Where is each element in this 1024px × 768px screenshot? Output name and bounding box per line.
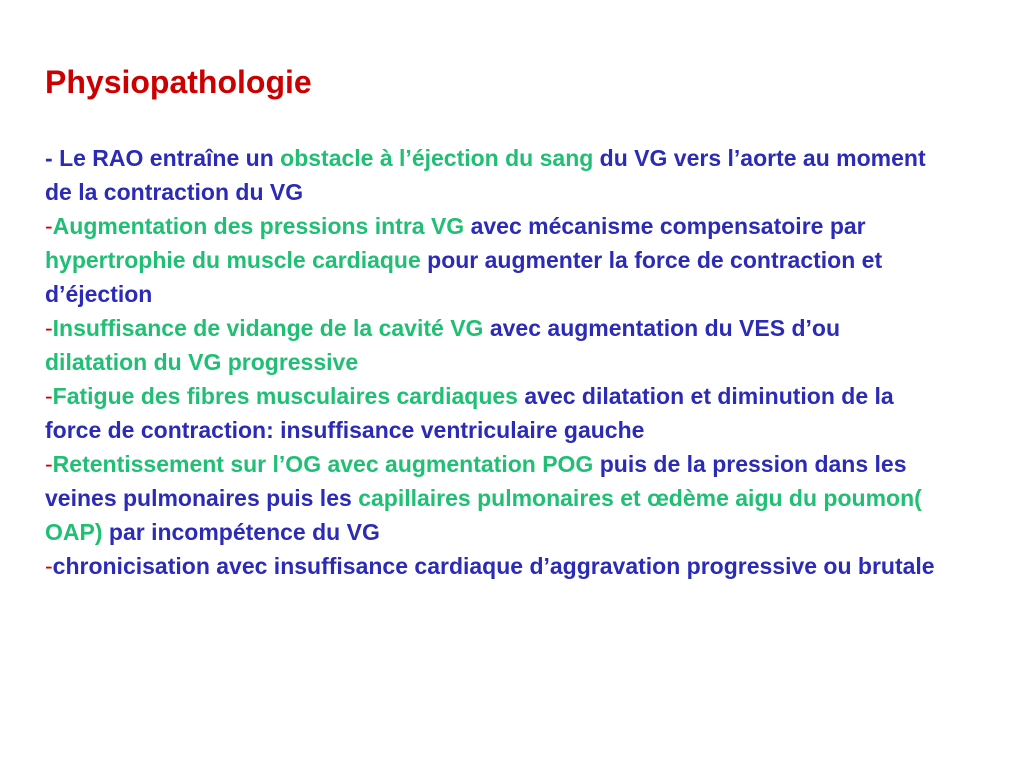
- bullet-dash: -: [45, 553, 53, 579]
- highlight-text: Fatigue des fibres musculaires cardiaques: [52, 383, 518, 409]
- body-text: chronicisation avec insuffisance cardiaque d’aggravation progressive ou brutale: [52, 553, 935, 579]
- body-text: par incompétence du VG: [102, 519, 380, 545]
- slide-title: Physiopathologie: [45, 64, 312, 100]
- bullet-dash: -: [45, 213, 53, 239]
- highlight-text: Retentissement sur l’OG avec augmentation POG: [52, 451, 594, 477]
- highlight-text: Insuffisance de vidange de la cavité VG: [52, 315, 484, 341]
- highlight-text: capillaires pulmonaires et œdème aigu du poumon( OAP): [45, 485, 922, 545]
- body-text: avec dilatation et diminution de la force de contraction: insuffisance ventriculaire gauche: [45, 383, 894, 443]
- body-text: avec mécanisme compensatoire par: [464, 213, 866, 239]
- bullet-dash: -: [45, 451, 53, 477]
- bullet-paragraph: [45, 447, 945, 549]
- body-text: avec augmentation du VES d’ou: [483, 315, 841, 341]
- body-text: du VG vers l’aorte au moment de la contraction du VG: [45, 145, 926, 205]
- slide-body: [45, 141, 945, 583]
- body-text: pour augmenter la force de contraction et d’éjection: [45, 247, 883, 307]
- bullet-paragraph: [45, 141, 945, 209]
- bullet-paragraph: [45, 379, 945, 447]
- highlight-text: hypertrophie du muscle cardiaque: [45, 247, 421, 273]
- highlight-text: Augmentation des pressions intra VG: [52, 213, 465, 239]
- bullet-paragraph: [45, 311, 945, 379]
- bullet-dash: -: [45, 383, 53, 409]
- bullet-paragraph: [45, 549, 945, 583]
- highlight-text: obstacle à l’éjection du sang: [280, 145, 594, 171]
- bullet-dash: -: [45, 145, 60, 171]
- bullet-dash: -: [45, 315, 53, 341]
- body-text: puis de la pression dans les veines pulmonaires puis les: [45, 451, 907, 511]
- body-text: Le RAO entraîne un: [59, 145, 281, 171]
- highlight-text: dilatation du VG progressive: [45, 349, 359, 375]
- bullet-paragraph: [45, 209, 945, 311]
